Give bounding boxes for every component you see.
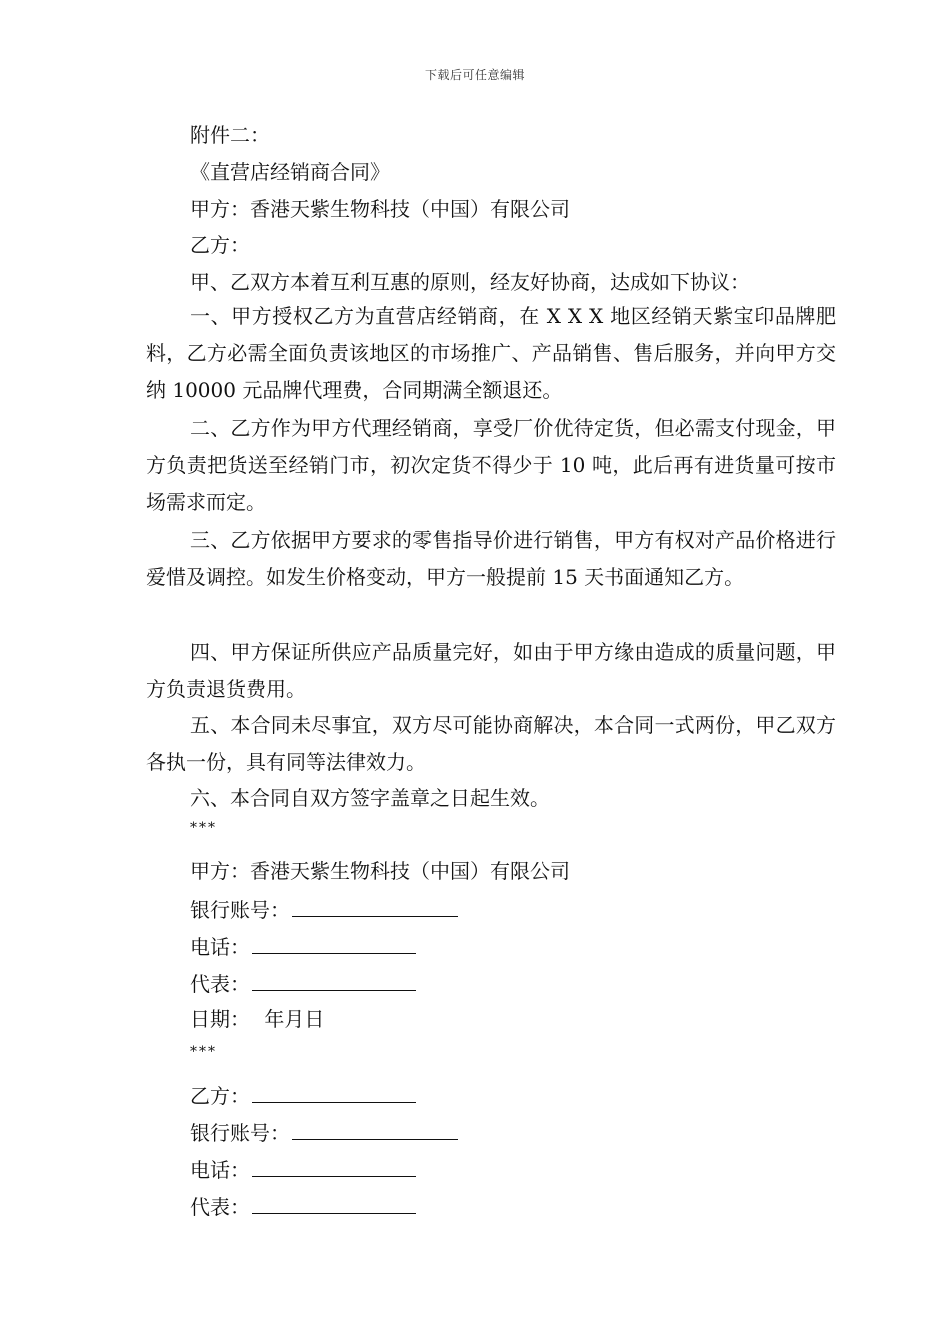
signature-a-bank (190, 896, 458, 922)
bank-blank (292, 1119, 458, 1140)
clause-1: 一、甲方授权乙方为直营店经销商，在 X X X 地区经销天紫宝印品牌肥料，乙方必需全面负责该地区的市场推广、产品销售、售后服务，并向甲方交纳 10000 元品牌代理费，合同期满全额退还。 (146, 304, 836, 402)
phone-blank (252, 1156, 416, 1177)
party-b-line: 乙方： (190, 233, 250, 257)
clause-4: 四、甲方保证所供应产品质量完好，如由于甲方缘由造成的质量问题，甲方负责退货费用。 (146, 640, 836, 701)
date-value: 年月日 (264, 1007, 325, 1031)
attachment-label: 附件二： (190, 123, 270, 147)
contract-title: 《直营店经销商合同》 (190, 160, 390, 184)
party-a-line: 甲方：香港天紫生物科技（中国）有限公司 (190, 197, 570, 221)
phone-label: 电话： (190, 1158, 250, 1182)
signature-a-party: 甲方：香港天紫生物科技（中国）有限公司 (190, 859, 570, 883)
signature-a-rep (190, 970, 416, 996)
clause-6: 六、本合同自双方签字盖章之日起生效。 (190, 786, 550, 810)
rep-label: 代表： (190, 972, 250, 996)
bank-label: 银行账号： (190, 1121, 290, 1145)
rep-blank (252, 970, 416, 991)
bank-label: 银行账号： (190, 898, 290, 922)
header-note: 下载后可任意编辑 (424, 68, 525, 82)
phone-label: 电话： (190, 935, 250, 959)
phone-blank (252, 933, 416, 954)
separator-1: *** (190, 820, 217, 836)
signature-b-bank (190, 1119, 458, 1145)
rep-blank (252, 1193, 416, 1214)
party-b-label: 乙方： (190, 1084, 250, 1108)
clause-3: 三、乙方依据甲方要求的零售指导价进行销售，甲方有权对产品价格进行爱惜及调控。如发生价格变动，甲方一般提前 15 天书面通知乙方。 (146, 528, 836, 589)
rep-label: 代表： (190, 1195, 250, 1219)
party-b-blank (252, 1082, 416, 1103)
signature-a-date (190, 1007, 324, 1031)
date-label: 日期： (190, 1007, 250, 1031)
bank-blank (292, 896, 458, 917)
clause-2: 二、乙方作为甲方代理经销商，享受厂价优待定货，但必需支付现金，甲方负责把货送至经销门市，初次定货不得少于 10 吨，此后再有进货量可按市场需求而定。 (146, 416, 836, 514)
signature-b-phone (190, 1156, 416, 1182)
signature-b-party (190, 1082, 416, 1108)
signature-a-phone (190, 933, 416, 959)
clause-5: 五、本合同未尽事宜，双方尽可能协商解决，本合同一式两份，甲乙双方各执一份，具有同等法律效力。 (146, 713, 836, 774)
separator-2: *** (190, 1044, 217, 1060)
intro-text: 甲、乙双方本着互利互惠的原则，经友好协商，达成如下协议： (190, 270, 750, 294)
signature-b-rep (190, 1193, 416, 1219)
